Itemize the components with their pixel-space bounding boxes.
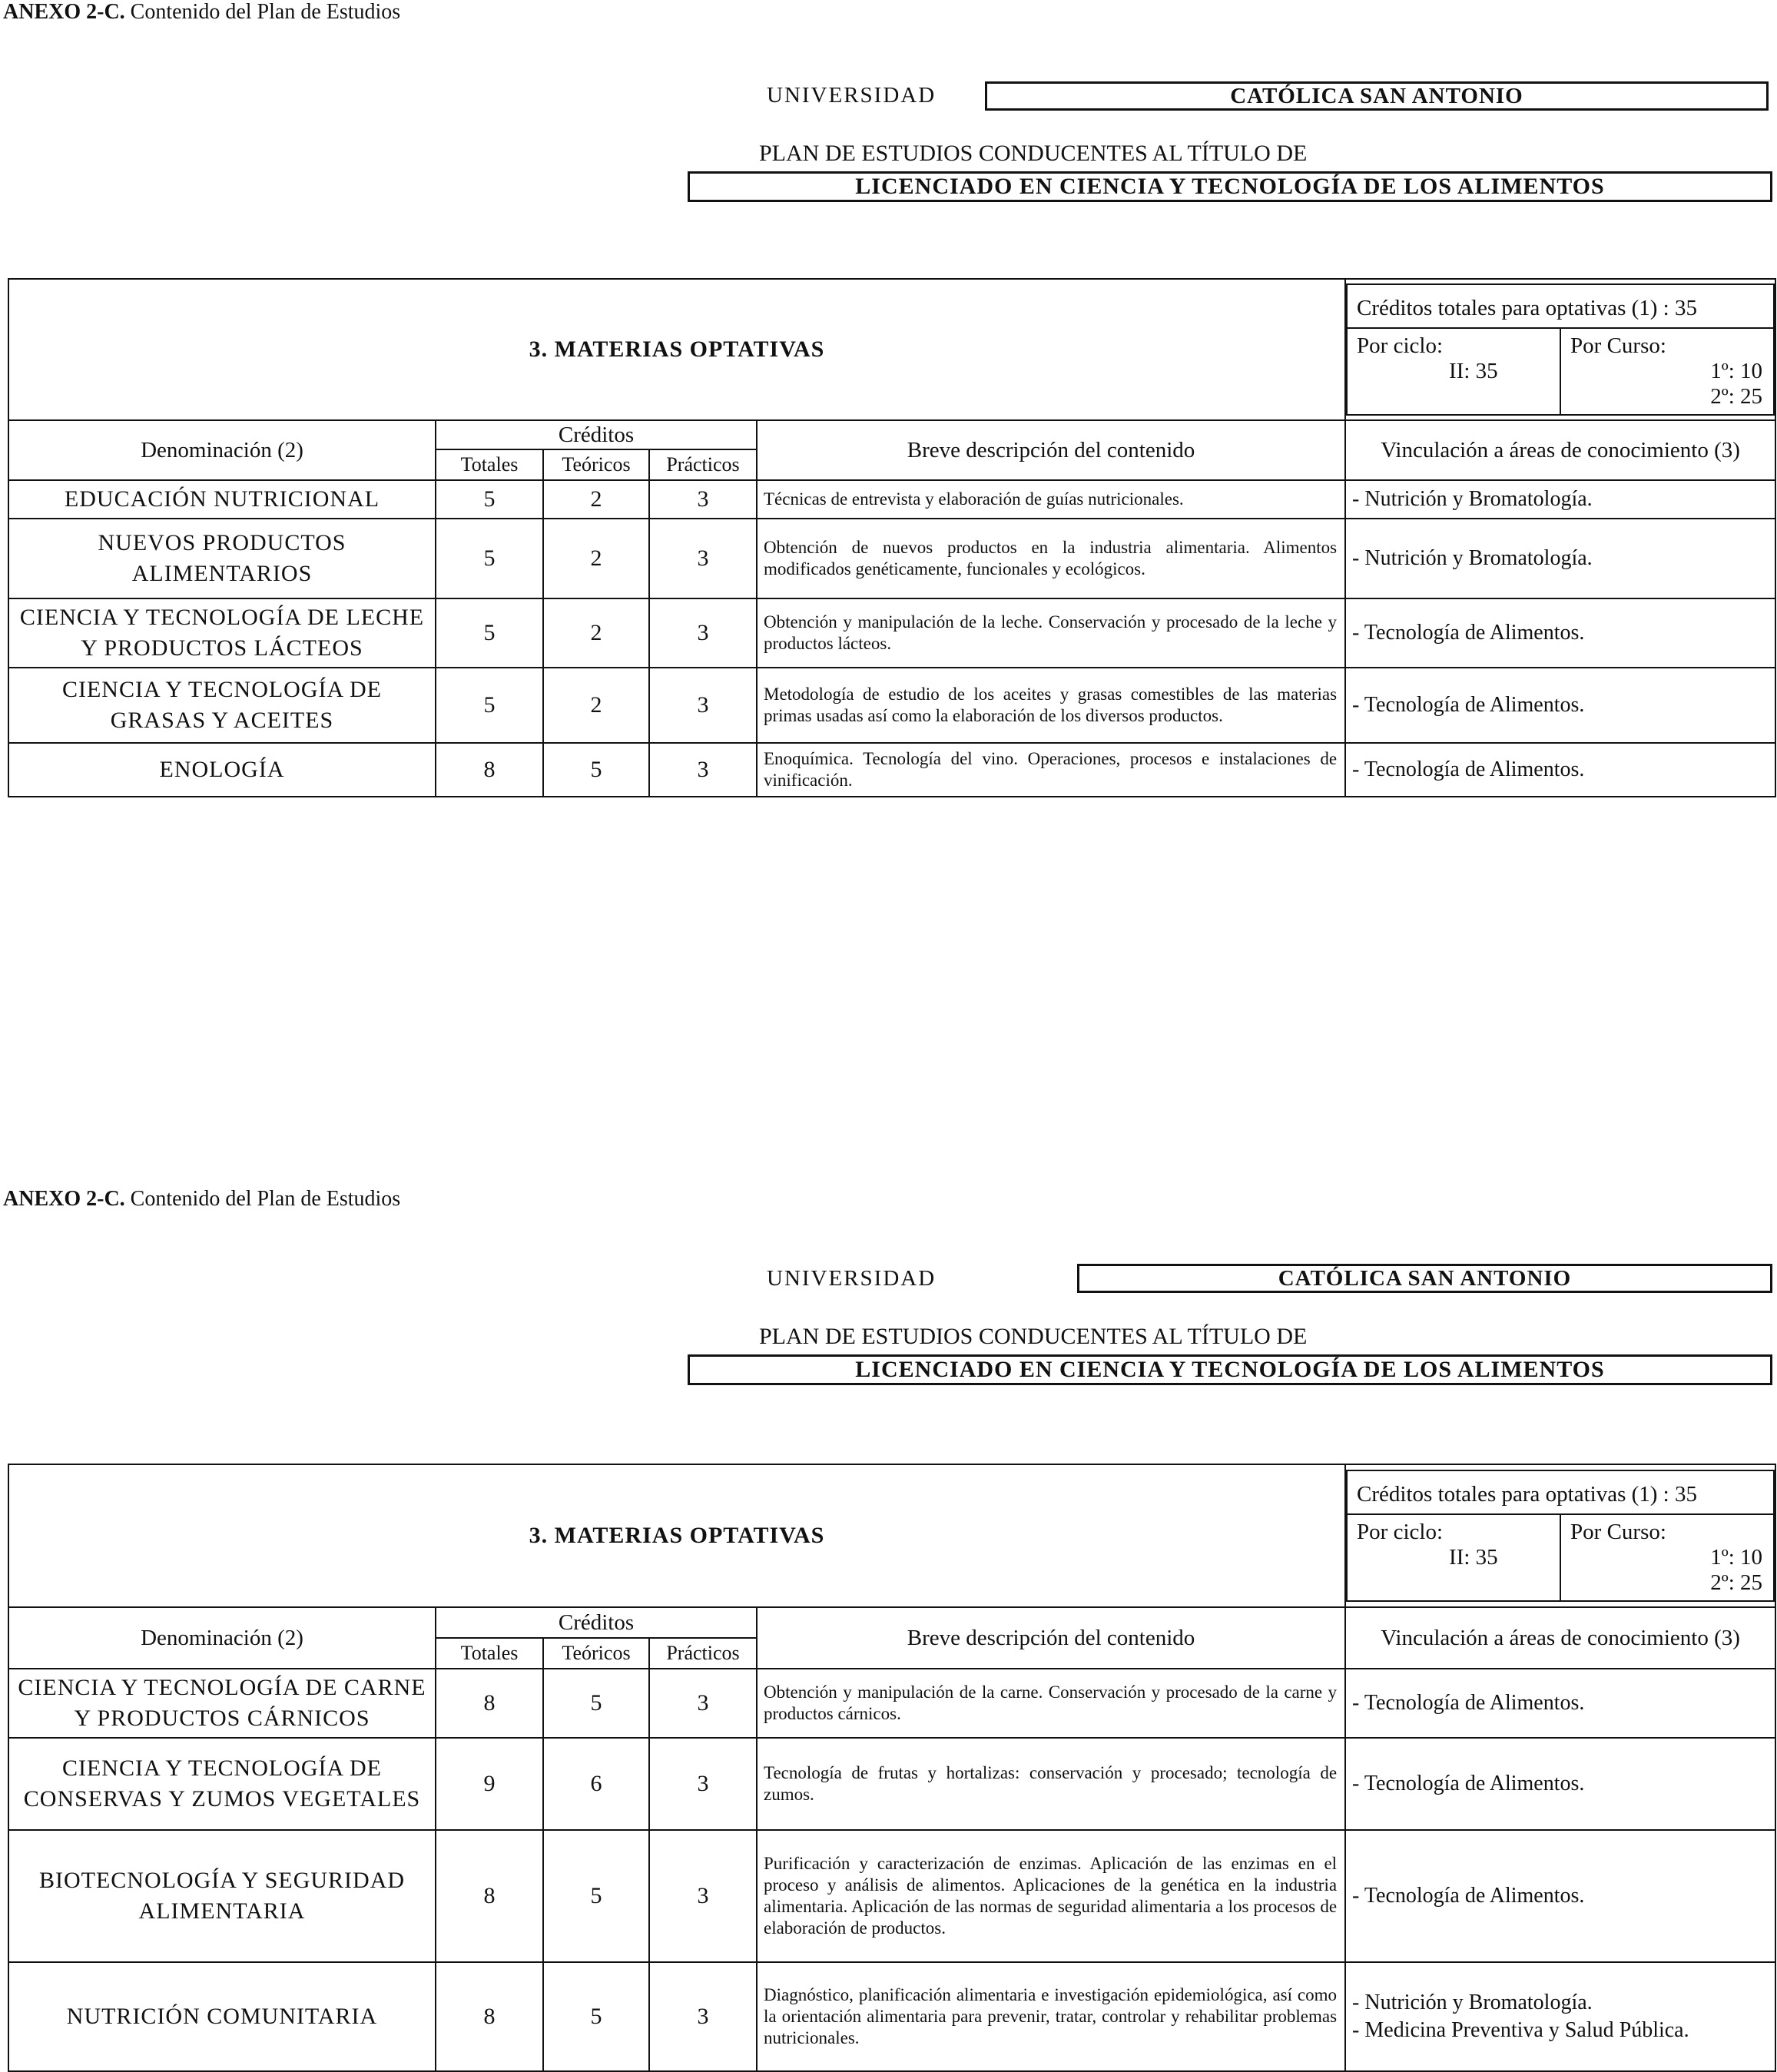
col-creditos: Créditos [436,420,757,449]
credits-totales: 5 [436,668,543,743]
col-totales: Totales [436,449,543,480]
anexo-heading [3,1187,400,1212]
credits-teoricos: 6 [543,1738,649,1830]
col-practicos: Prácticos [649,449,757,480]
por-ciclo-label: Por ciclo: [1357,333,1443,358]
col-teoricos: Teóricos [543,449,649,480]
subject-description: Enoquímica. Tecnología del vino. Operaciones, procesos e instalaciones de vinificación. [757,743,1345,797]
credits-teoricos: 5 [543,743,649,797]
por-ciclo-value: II: 35 [1449,359,1498,383]
curso-1: 1º: 10 [1710,359,1763,383]
por-ciclo-label: Por ciclo: [1357,1520,1443,1544]
knowledge-area: - Tecnología de Alimentos. [1345,743,1775,797]
credits-summary [1345,1464,1775,1607]
credits-practicos: 3 [649,668,757,743]
curso-2: 2º: 25 [1710,384,1763,409]
credits-teoricos: 5 [543,1669,649,1738]
table-row [8,1962,1775,2071]
credits-teoricos: 2 [543,598,649,668]
subject-description: Diagnóstico, planificación alimentaria e investigación epidemiológica, así como la orientación alimentaria para prevenir, tratar, controlar y rehabilitar problemas nutricionales. [757,1962,1345,2071]
universidad-label: UNIVERSIDAD [767,83,937,108]
universidad-value: CATÓLICA SAN ANTONIO [985,81,1769,111]
credits-practicos: 3 [649,480,757,519]
subject-name: EDUCACIÓN NUTRICIONAL [8,480,436,519]
credits-totales: 9 [436,1738,543,1830]
credits-totales: 5 [436,480,543,519]
knowledge-area: - Tecnología de Alimentos. [1345,598,1775,668]
col-vinculacion: Vinculación a áreas de conocimiento (3) [1345,1607,1775,1669]
creditos-totales: Créditos totales para optativas (1) : 35 [1347,284,1774,328]
credits-totales: 5 [436,598,543,668]
table-title: 3. MATERIAS OPTATIVAS [8,279,1345,420]
credits-totales: 8 [436,1669,543,1738]
knowledge-area: - Tecnología de Alimentos. [1345,668,1775,743]
col-teoricos: Teóricos [543,1638,649,1669]
optativas-table [8,278,1776,797]
col-denominacion: Denominación (2) [8,420,436,480]
credits-practicos: 3 [649,743,757,797]
subject-description: Tecnología de frutas y hortalizas: conservación y procesado; tecnología de zumos. [757,1738,1345,1830]
col-descripcion: Breve descripción del contenido [757,1607,1345,1669]
creditos-totales: Créditos totales para optativas (1) : 35 [1347,1470,1774,1514]
subject-description: Obtención de nuevos productos en la industria alimentaria. Alimentos modificados genéticamente, funcionales y ecológicos. [757,519,1345,598]
curso-2: 2º: 25 [1710,1570,1763,1595]
subject-name: BIOTECNOLOGÍA Y SEGURIDAD ALIMENTARIA [8,1830,436,1962]
anexo-label: ANEXO 2-C. [3,0,125,24]
col-practicos: Prácticos [649,1638,757,1669]
por-ciclo-value: II: 35 [1449,1545,1498,1570]
universidad-value: CATÓLICA SAN ANTONIO [1077,1264,1772,1293]
col-creditos: Créditos [436,1607,757,1638]
por-ciclo [1347,328,1560,415]
por-curso-label: Por Curso: [1570,333,1666,358]
anexo-heading [3,0,400,25]
plan-label: PLAN DE ESTUDIOS CONDUCENTES AL TÍTULO DE [759,1324,1308,1349]
anexo-title: Contenido del Plan de Estudios [124,0,401,24]
subject-name: CIENCIA Y TECNOLOGÍA DE CARNE Y PRODUCTOS CÁRNICOS [8,1669,436,1738]
credits-summary [1345,279,1775,420]
knowledge-area: - Tecnología de Alimentos. [1345,1669,1775,1738]
credits-practicos: 3 [649,1669,757,1738]
knowledge-area: - Nutrición y Bromatología. [1345,480,1775,519]
universidad-label: UNIVERSIDAD [767,1266,937,1291]
table-row [8,1830,1775,1962]
knowledge-area: - Nutrición y Bromatología. [1345,519,1775,598]
subject-description: Técnicas de entrevista y elaboración de guías nutricionales. [757,480,1345,519]
table-row [8,480,1775,519]
col-totales: Totales [436,1638,543,1669]
credits-totales: 8 [436,1830,543,1962]
credits-teoricos: 2 [543,480,649,519]
plan-label: PLAN DE ESTUDIOS CONDUCENTES AL TÍTULO DE [759,141,1308,166]
por-curso [1560,328,1774,415]
table-row [8,598,1775,668]
subject-name: CIENCIA Y TECNOLOGÍA DE CONSERVAS Y ZUMOS VEGETALES [8,1738,436,1830]
knowledge-area: - Tecnología de Alimentos. [1345,1830,1775,1962]
knowledge-area: - Tecnología de Alimentos. [1345,1738,1775,1830]
table-title: 3. MATERIAS OPTATIVAS [8,1464,1345,1607]
table-row [8,519,1775,598]
credits-practicos: 3 [649,598,757,668]
por-curso-label: Por Curso: [1570,1520,1666,1544]
credits-practicos: 3 [649,1738,757,1830]
credits-totales: 5 [436,519,543,598]
subject-description: Obtención y manipulación de la carne. Conservación y procesado de la carne y productos cárnicos. [757,1669,1345,1738]
credits-totales: 8 [436,743,543,797]
subject-name: CIENCIA Y TECNOLOGÍA DE LECHE Y PRODUCTOS LÁCTEOS [8,598,436,668]
table-row [8,1738,1775,1830]
por-curso [1560,1514,1774,1601]
subject-description: Metodología de estudio de los aceites y grasas comestibles de las materias primas usadas así como la elaboración de los diversos productos. [757,668,1345,743]
curso-1: 1º: 10 [1710,1545,1763,1570]
subject-description: Obtención y manipulación de la leche. Conservación y procesado de la leche y productos lácteos. [757,598,1345,668]
credits-teoricos: 2 [543,519,649,598]
subject-name: CIENCIA Y TECNOLOGÍA DE GRASAS Y ACEITES [8,668,436,743]
anexo-label: ANEXO 2-C. [3,1187,125,1211]
credits-teoricos: 5 [543,1830,649,1962]
col-descripcion: Breve descripción del contenido [757,420,1345,480]
table-row [8,1669,1775,1738]
table-row [8,668,1775,743]
degree-title: LICENCIADO EN CIENCIA Y TECNOLOGÍA DE LOS ALIMENTOS [688,1354,1772,1385]
credits-teoricos: 5 [543,1962,649,2071]
col-denominacion: Denominación (2) [8,1607,436,1669]
subject-description: Purificación y caracterización de enzimas. Aplicación de las enzimas en el proceso y análisis de alimentos. Aplicaciones de la genética en la industria alimentaria. Aplicación de las normas de seguridad alimentaria a los procesos de elaboración de productos. [757,1830,1345,1962]
anexo-title: Contenido del Plan de Estudios [124,1187,401,1211]
credits-totales: 8 [436,1962,543,2071]
subject-name: NUEVOS PRODUCTOS ALIMENTARIOS [8,519,436,598]
subject-name: ENOLOGÍA [8,743,436,797]
credits-practicos: 3 [649,1962,757,2071]
table-row [8,743,1775,797]
degree-title: LICENCIADO EN CIENCIA Y TECNOLOGÍA DE LOS ALIMENTOS [688,171,1772,202]
col-vinculacion: Vinculación a áreas de conocimiento (3) [1345,420,1775,480]
subject-name: NUTRICIÓN COMUNITARIA [8,1962,436,2071]
credits-practicos: 3 [649,1830,757,1962]
credits-practicos: 3 [649,519,757,598]
por-ciclo [1347,1514,1560,1601]
optativas-table [8,1464,1776,2072]
credits-teoricos: 2 [543,668,649,743]
knowledge-area: - Nutrición y Bromatología. - Medicina Preventiva y Salud Pública. [1345,1962,1775,2071]
